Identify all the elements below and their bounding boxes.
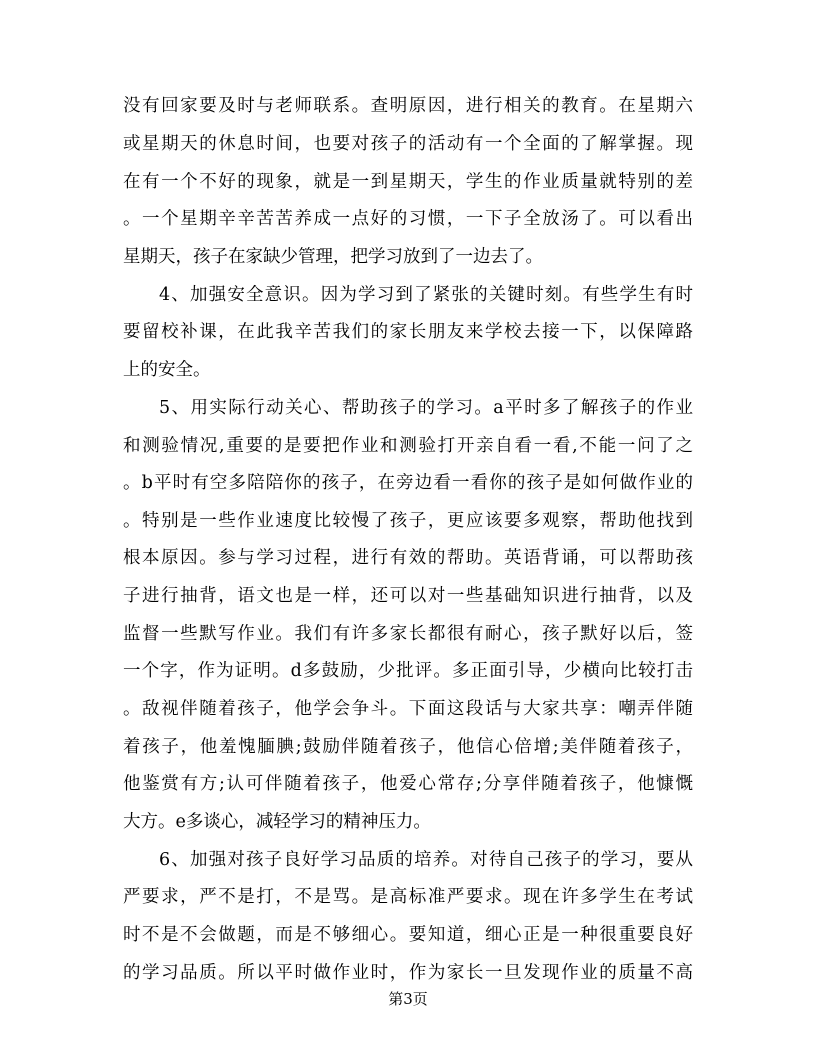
text-line: 星期天，孩子在家缺少管理，把学习放到了一边去了。 bbox=[123, 247, 543, 267]
text-line: 子进行抽背，语文也是一样，还可以对一些基础知识进行抽背，以及 bbox=[123, 586, 693, 606]
text-line: 严要求，严不是打，不是骂。是高标准严要求。现在许多学生在考试 bbox=[123, 887, 693, 907]
paragraph-start-line: 6、加强对孩子良好学习品质的培养。对待自己孩子的学习，要从 bbox=[159, 850, 693, 870]
text-line: 一个字，作为证明。d多鼓励，少批评。多正面引导，少横向比较打击 bbox=[123, 661, 693, 681]
text-line: 着孩子，他羞愧腼腆;鼓励伴随着孩子，他信心倍增;美伴随着孩子， bbox=[123, 737, 693, 757]
text-line: 。敌视伴随着孩子，他学会争斗。下面这段话与大家共享：嘲弄伴随 bbox=[123, 699, 693, 719]
text-line: 上的安全。 bbox=[123, 360, 211, 380]
page-number: 第3页 bbox=[388, 990, 428, 1008]
text-line: 。特别是一些作业速度比较慢了孩子，更应该要多观察，帮助他找到 bbox=[123, 511, 693, 531]
text-line: 和测验情况,重要的是要把作业和测验打开亲自看一看,不能一问了之 bbox=[123, 436, 693, 456]
text-line: 在有一个不好的现象，就是一到星期天，学生的作业质量就特别的差 bbox=[123, 172, 693, 192]
text-line: 没有回家要及时与老师联系。查明原因，进行相关的教育。在星期六 bbox=[123, 96, 693, 116]
text-line: 。一个星期辛辛苦苦养成一点好的习惯，一下子全放汤了。可以看出 bbox=[123, 209, 693, 229]
text-line: 他鉴赏有方;认可伴随着孩子，他爱心常存;分享伴随着孩子，他慷慨 bbox=[123, 774, 693, 794]
text-line: 大方。e多谈心，减轻学习的精神压力。 bbox=[123, 812, 431, 832]
paragraph-start-line: 5、用实际行动关心、帮助孩子的学习。a平时多了解孩子的作业 bbox=[159, 398, 693, 418]
text-line: 。b平时有空多陪陪你的孩子，在旁边看一看你的孩子是如何做作业的 bbox=[123, 473, 693, 493]
text-line: 时不是不会做题，而是不够细心。要知道，细心正是一种很重要良好 bbox=[123, 925, 693, 945]
paragraph-start-line: 4、加强安全意识。因为学习到了紧张的关键时刻。有些学生有时 bbox=[159, 285, 693, 305]
text-line: 根本原因。参与学习过程，进行有效的帮助。英语背诵，可以帮助孩 bbox=[123, 548, 693, 568]
text-line: 监督一些默写作业。我们有许多家长都很有耐心，孩子默好以后，签 bbox=[123, 624, 693, 644]
text-line: 的学习品质。所以平时做作业时，作为家长一旦发现作业的质量不高 bbox=[123, 963, 693, 983]
text-line: 或星期天的休息时间，也要对孩子的活动有一个全面的了解掌握。现 bbox=[123, 134, 693, 154]
text-line: 要留校补课，在此我辛苦我们的家长朋友来学校去接一下，以保障路 bbox=[123, 322, 693, 342]
